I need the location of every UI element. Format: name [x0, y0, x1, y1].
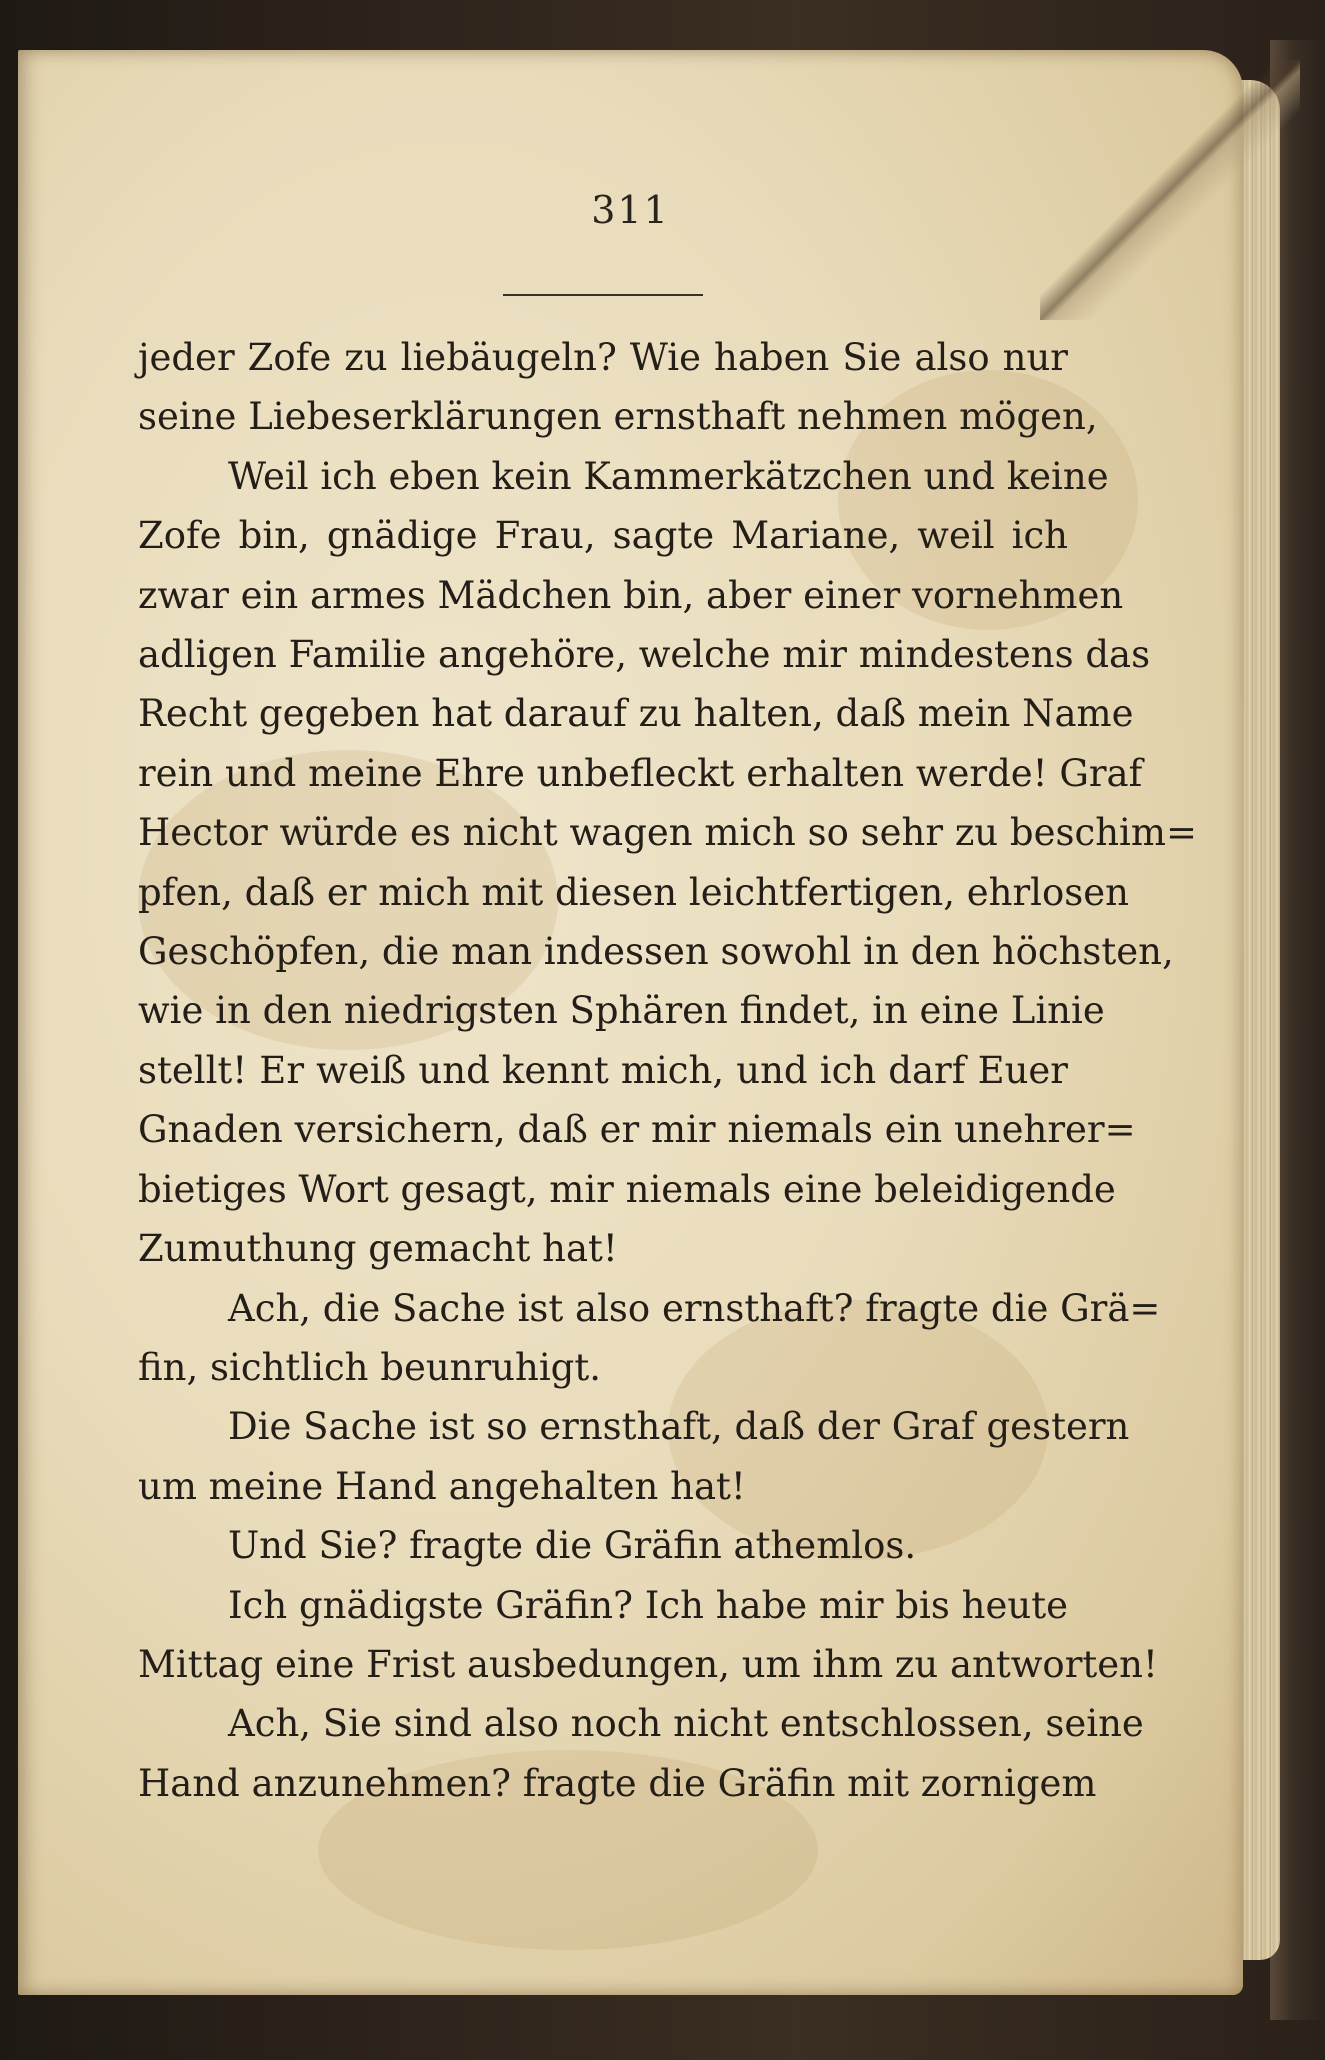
text-line: Die Sache ist so ernsthaft, daß der Graf gestern — [228, 1405, 1130, 1449]
text-line: seine Liebeserklärungen ernsthaft nehmen mögen, — [138, 395, 1098, 439]
text-line: Gnaden versichern, daß er mir niemals ein unehrer= — [138, 1108, 1136, 1152]
text-line: pfen, daß er mich mit diesen leichtfertigen, ehrlosen — [138, 870, 1129, 914]
text-line: Ach, die Sache ist also ernsthaft? fragte die Grä= — [228, 1286, 1161, 1330]
text-line: Und Sie? fragte die Gräfin athemlos. — [228, 1524, 917, 1568]
text-line: Geschöpfen, die man indessen sowohl in den höchsten, — [138, 930, 1174, 974]
text-line: Hector würde es nicht wagen mich so sehr zu beschim= — [138, 811, 1197, 855]
text-line: adligen Familie angehöre, welche mir mindestens das — [138, 633, 1151, 677]
book-page — [18, 50, 1243, 1995]
header-rule — [503, 294, 703, 296]
text-line: Ach, Sie sind also noch nicht entschlossen, seine — [228, 1702, 1144, 1746]
text-line: um meine Hand angehalten hat! — [138, 1464, 746, 1508]
text-line: jeder Zofe zu liebäugeln? Wie haben Sie also nur — [138, 336, 1068, 379]
text-line: Recht gegeben hat darauf zu halten, daß mein Name — [138, 692, 1134, 736]
body-text — [138, 328, 1197, 1813]
text-line: Weil ich eben kein Kammerkätzchen und keine — [228, 454, 1109, 498]
text-line: zwar ein armes Mädchen bin, aber einer vornehmen — [138, 573, 1124, 617]
text-line: stellt! Er weiß und kennt mich, und ich darf Euer — [138, 1048, 1068, 1092]
text-line: Hand anzunehmen? fragte die Gräfin mit zornigem — [138, 1761, 1097, 1805]
page-number: 311 — [591, 188, 670, 232]
text-line: wie in den niedrigsten Sphären findet, in eine Linie — [138, 989, 1105, 1033]
text-line: fin, sichtlich beunruhigt. — [138, 1345, 601, 1389]
text-line: Zofe bin, gnädige Frau, sagte Mariane, weil ich — [138, 514, 1068, 558]
text-line: bietiges Wort gesagt, mir niemals eine beleidigende — [138, 1167, 1116, 1211]
text-line: Zumuthung gemacht hat! — [138, 1227, 618, 1271]
text-line: rein und meine Ehre unbefleckt erhalten werde! Graf — [138, 751, 1143, 795]
page-corner-fold — [1040, 60, 1300, 320]
text-line: Mittag eine Frist ausbedungen, um ihm zu antworten! — [138, 1642, 1158, 1686]
text-line: Ich gnädigste Gräfin? Ich habe mir bis heute — [228, 1583, 1068, 1627]
